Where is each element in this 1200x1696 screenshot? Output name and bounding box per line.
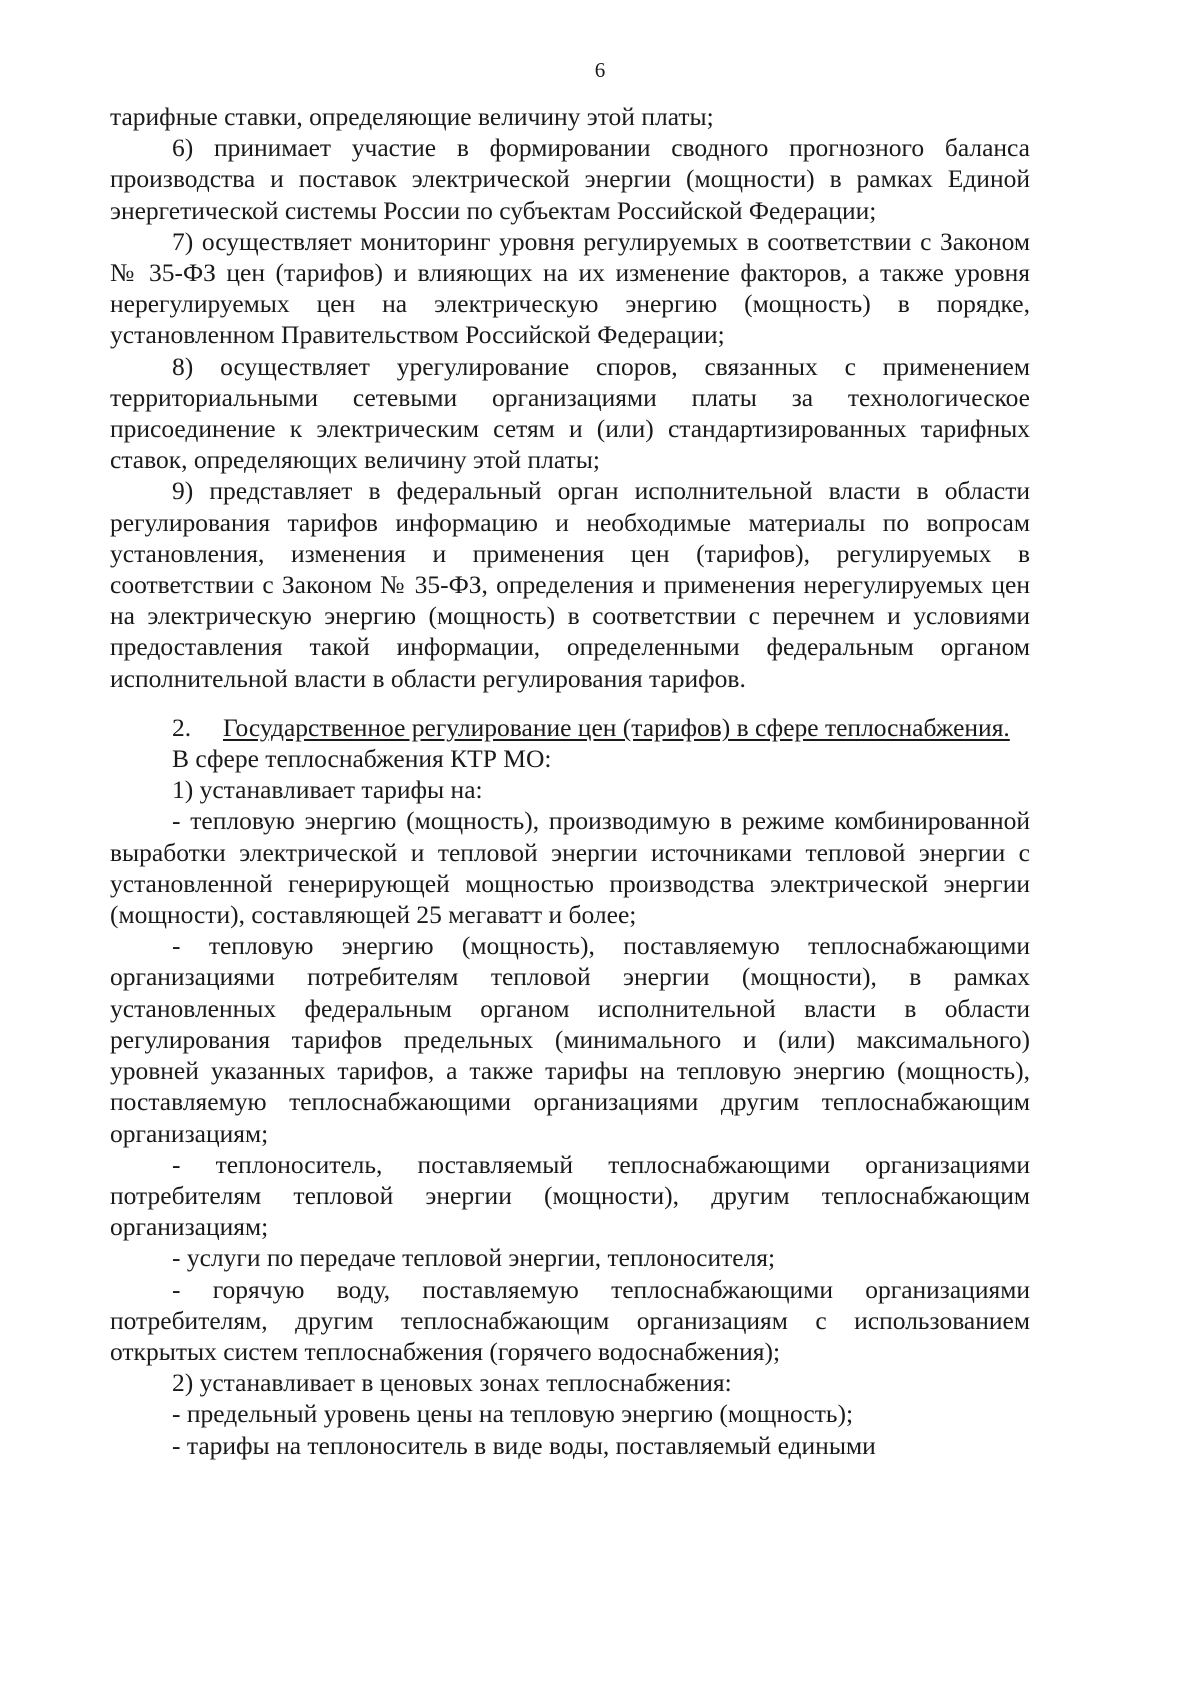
list-item: - теплоноситель, поставляемый теплоснабжающими организациями потребителям тепловой энергии (мощности), другим теплоснабжающим организациям; [110,1149,1030,1242]
section-number: 2. [172,712,192,742]
document-body [110,101,1030,1461]
paragraph: тарифные ставки, определяющие величину этой платы; [110,102,714,131]
list-item: - тепловую энергию (мощность), производимую в режиме комбинированной выработки электрической и тепловой энергии источниками тепловой энергии с установленной генерирующей мощностью производства электрической энергии (мощности), составляющей 25 мегаватт и более; [110,806,1030,930]
section-title: Государственное регулирование цен (тарифов) в сфере теплоснабжения. [223,712,1010,742]
paragraph: 8) осуществляет урегулирование споров, связанных с применением территориальными сетевыми организациями платы за технологическое присоединение к электрическим сетям и (или) стандартизированных тарифных ставок, определяющих величину этой платы; [110,351,1030,475]
paragraph: 1) устанавливает тарифы на: [172,775,483,805]
list-item: - горячую воду, поставляемую теплоснабжающими организациями потребителям, другим теплоснабжающим организациям с использованием открытых систем теплоснабжения (горячего водоснабжения); [110,1274,1030,1366]
list-item: - тепловую энергию (мощность), поставляемую теплоснабжающими организациями потребителям тепловой энергии (мощности), в рамках установленных федеральным органом исполнительной власти в области регулирования тарифов предельных (минимального и (или) максимального) уровней указанных тарифов, а также тарифы на тепловую энергию (мощность), поставляемую теплоснабжающими организациями другим теплоснабжающим организациям; [110,931,1030,1148]
list-item: - тарифы на теплоноситель в виде воды, поставляемый едиными [172,1430,876,1460]
paragraph: 9) представляет в федеральный орган исполнительной власти в области регулирования тарифов информацию и необходимые материалы по вопросам установления, изменения и применения цен (тарифов), регулируемых в соответствии с Законом № 35-ФЗ, определения и применения нерегулируемых цен на электрическую энергию (мощность) в соответствии с перечнем и условиями предоставления такой информации, определенными федеральным органом исполнительной власти в области регулирования тарифов. [110,476,1030,693]
page-number: 6 [594,58,606,82]
section-spacer [110,694,1030,712]
section-heading [110,712,1030,743]
list-item: - услуги по передаче тепловой энергии, теплоносителя; [172,1243,776,1273]
list-item: - предельный уровень цены на тепловую энергию (мощность); [172,1399,854,1429]
paragraph: 6) принимает участие в формировании сводного прогнозного баланса производства и поставок электрической энергии (мощности) в рамках Единой энергетической системы России по субъектам Российской Федерации; [110,133,1030,225]
paragraph: 7) осуществляет мониторинг уровня регулируемых в соответствии с Законом № 35-ФЗ цен (тарифов) и влияющих на их изменение факторов, а также уровня нерегулируемых цен на электрическую энергию (мощность) в порядке, установленном Правительством Российской Федерации; [110,226,1030,350]
paragraph: В сфере теплоснабжения КТР МО: [172,744,552,774]
paragraph: 2) устанавливает в ценовых зонах теплоснабжения: [172,1368,732,1398]
